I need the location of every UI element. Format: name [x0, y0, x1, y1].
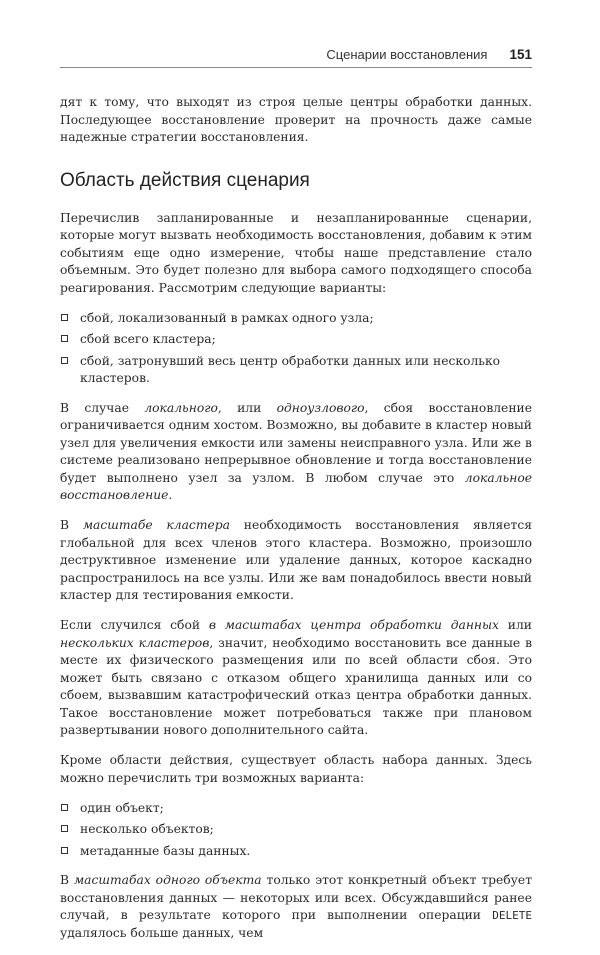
paragraph-5: Кроме области действия, существует область набора данных. Здесь можно перечислить три возможных варианта:	[60, 753, 532, 785]
page-body	[60, 94, 532, 955]
checkbox-bullet-icon	[61, 825, 68, 832]
section-title: Область действия сценария	[60, 169, 310, 191]
paragraph-4: Если случился сбой в масштабах центра обработки данных или нескольких кластеров, значит, необходимо восстановить все данные в месте их физического размещения или по всей области сбоя. Это может быть связано с отказом общего хранилища данных или со сбоем, вызвавшим катастрофический отказ центра обработки данных. Такое восстановление может потребоваться также при плановом развертывании нового дополнительного сайта.	[60, 618, 532, 737]
dataset-scope-list	[60, 800, 532, 861]
list-item: один объект;	[60, 800, 532, 818]
failure-scope-list	[60, 310, 532, 388]
list-item: метаданные базы данных.	[60, 843, 532, 861]
list-item: несколько объектов;	[60, 821, 532, 839]
paragraph-2: В случае локального, или одноузлового, сбоя восстановление ограничивается одним хостом. Возможно, вы добавите в кластер новый узел для увеличения емкости или замены неисправного узла. Или же в системе реализовано непрерывное обновление и тогда восстановление будет выполнено узел за узлом. В любом случае это локальное восстановление.	[60, 400, 532, 502]
list-item: сбой, затронувший весь центр обработки данных или несколько кластеров.	[60, 353, 532, 388]
checkbox-bullet-icon	[61, 357, 68, 364]
page-number: 151	[509, 47, 532, 62]
paragraph-1: Перечислив запланированные и незапланированные сценарии, которые могут вызвать необходимость восстановления, добавим к этим событиям еще одно измерение, чтобы наше представление стало объемным. Это будет полезно для выбора самого подходящего способа реагирования. Рассмотрим следующие варианты:	[60, 210, 532, 295]
intro-paragraph: дят к тому, что выходят из строя целые центры обработки данных. Последующее восстановление проверит на прочность даже самые надежные стратегии восстановления.	[60, 95, 532, 144]
running-title: Сценарии восстановления	[326, 47, 488, 62]
code-delete: DELETE	[492, 909, 532, 922]
list-item: сбой, локализованный в рамках одного узла;	[60, 310, 532, 328]
header-rule	[60, 67, 532, 68]
checkbox-bullet-icon	[61, 804, 68, 811]
paragraph-3: В масштабе кластера необходимость восстановления является глобальной для всех членов этого кластера. Возможно, произошло деструктивное изменение или удаление данных, которое каскадно распространилось на все узлы. Или же вам понадобилось ввести новый кластер для тестирования емкости.	[60, 518, 533, 602]
page-header	[60, 47, 532, 62]
checkbox-bullet-icon	[61, 314, 68, 321]
checkbox-bullet-icon	[61, 335, 68, 342]
list-item: сбой всего кластера;	[60, 331, 532, 349]
paragraph-6: В масштабах одного объекта только этот конкретный объект требует восстановления данных — некоторых или всех. Обсуждавшийся ранее случай, в результате которого при выполнении операции DELETE удалялось больше данных, чем	[60, 873, 532, 940]
